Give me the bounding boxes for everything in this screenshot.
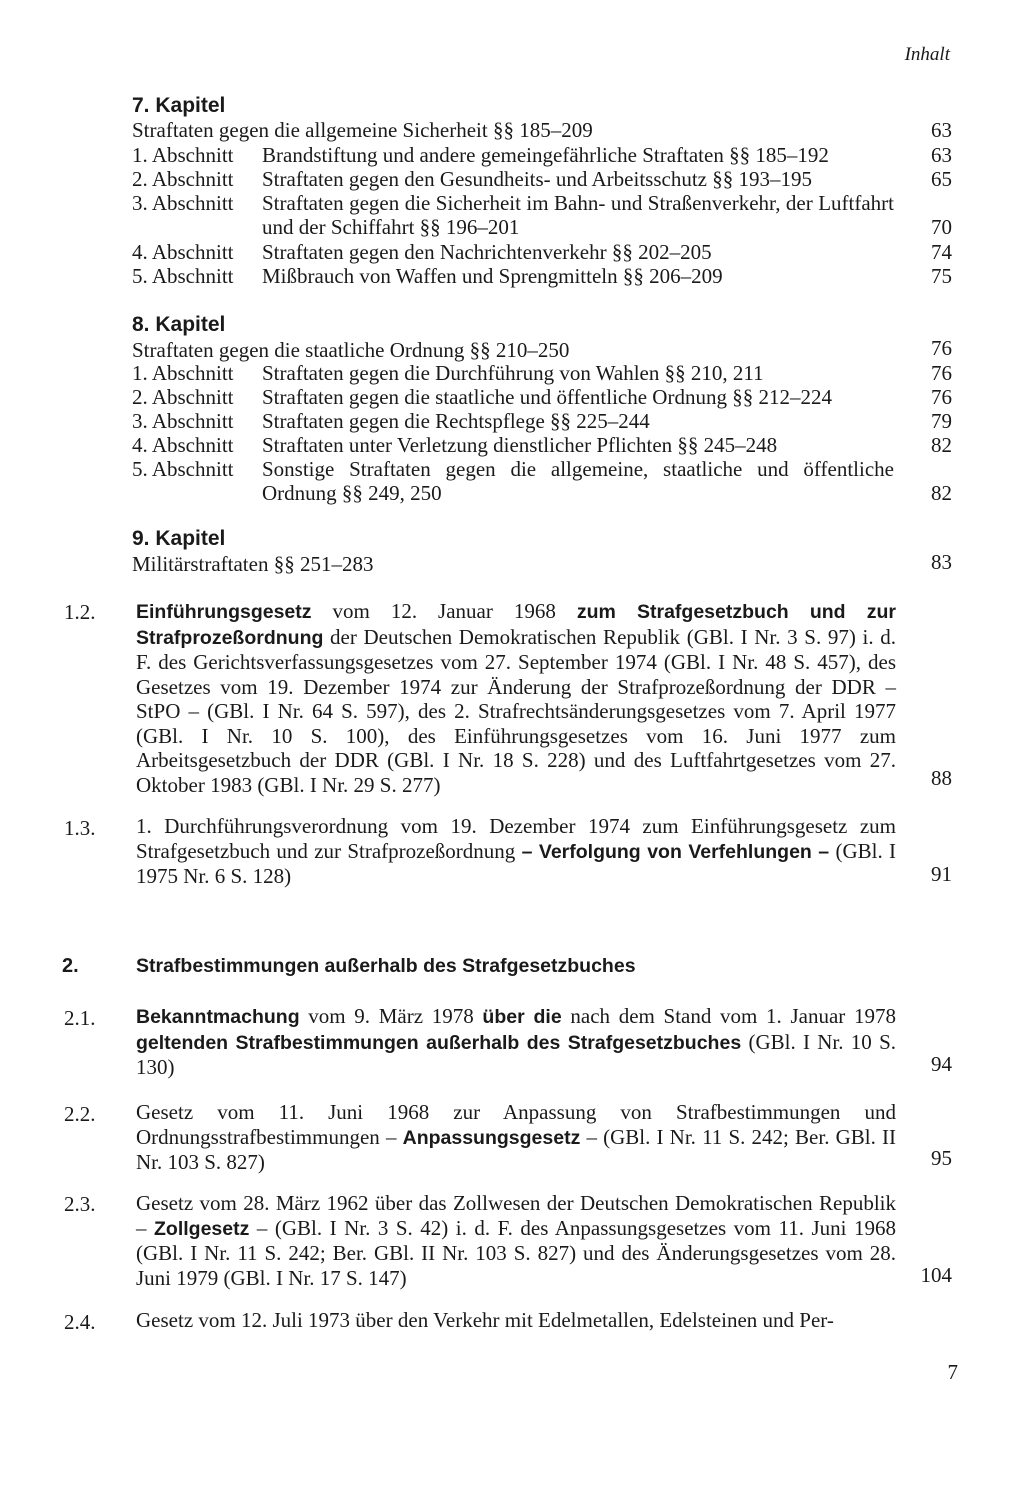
entry-1-2-bold-2: zum Strafgesetzbuch und zur Strafprozeßordnung — [136, 601, 896, 649]
entry-2-4-number: 2.4. — [64, 1310, 96, 1334]
entry-2-1-number: 2.1. — [64, 1006, 96, 1030]
k7-s5-text: Mißbrauch von Waffen und Sprengmitteln §§ 206–209 — [262, 264, 723, 288]
chapter-7-title: 7. Kapitel — [132, 94, 226, 117]
entry-2-1-bold-3: geltenden Strafbestimmungen außerhalb des Strafgesetzbuches — [136, 1031, 742, 1054]
entry-2-2-text-2: – (GBl. I Nr. 11 S. 242; Ber. GBl. II Nr. 103 S. 827) — [136, 1124, 896, 1174]
entry-1-2-page: 88 — [931, 766, 952, 790]
section-2-title: Strafbestimmungen außerhalb des Strafgesetzbuches — [136, 955, 636, 977]
entry-1-3-number: 1.3. — [64, 816, 96, 840]
chapter-8-title: 8. Kapitel — [132, 313, 226, 336]
k8-s4-text: Straftaten unter Verletzung dienstlicher Pflichten §§ 245–248 — [262, 433, 778, 457]
k7-s1-label: 1. Abschnitt — [132, 143, 234, 167]
entry-1-3-page: 91 — [931, 862, 952, 886]
entry-2-1-text-2: nach dem Stand vom 1. Januar 1978 — [561, 1004, 896, 1028]
entry-1-2-bold-1: Einführungsgesetz — [136, 601, 312, 623]
k7-s5-label: 5. Abschnitt — [132, 264, 234, 288]
k8-s2-page: 76 — [931, 385, 952, 409]
entry-2-1-text-1: vom 9. März 1978 — [299, 1004, 483, 1028]
entry-1-3-text-1: 1. Durchführungsverordnung vom 19. Dezember 1974 zum Einführungsgesetz zum Strafgesetzbuch und zur Strafprozeßordnung — [136, 814, 896, 863]
k7-s3-label: 3. Abschnitt — [132, 191, 234, 215]
k7-s2-page: 65 — [931, 167, 952, 191]
page-number: 7 — [947, 1360, 958, 1384]
running-header: Inhalt — [904, 44, 950, 65]
k7-s3-text: Straftaten gegen die Sicherheit im Bahn- und Straßenverkehr, der Luftfahrt und der Schiffahrt §§ 196–201 — [262, 191, 894, 239]
chapter-9-title: 9. Kapitel — [132, 527, 226, 550]
entry-2-1-bold-2: über die — [482, 1006, 562, 1028]
k7-s2-label: 2. Abschnitt — [132, 167, 234, 191]
entry-1-3-text-2: (GBl. I 1975 Nr. 6 S. 128) — [136, 838, 896, 888]
chapter-8-page: 76 — [931, 336, 952, 360]
k7-s3-page: 70 — [931, 215, 952, 239]
k7-s1-text: Brandstiftung und andere gemeingefährliche Straftaten §§ 185–192 — [262, 143, 829, 167]
chapter-7-heading: Straftaten gegen die allgemeine Sicherheit §§ 185–209 — [132, 118, 593, 142]
entry-2-1-page: 94 — [931, 1052, 952, 1076]
k8-s3-page: 79 — [931, 409, 952, 433]
k8-s5-text: Sonstige Straftaten gegen die allgemeine, staatliche und öffentliche Ordnung §§ 249, 250 — [262, 457, 894, 505]
entry-2-4-text-1: Gesetz vom 12. Juli 1973 über den Verkehr mit Edelmetallen, Edelsteinen und Per- — [136, 1308, 834, 1332]
k7-s4-page: 74 — [931, 240, 952, 264]
entry-2-2-bold-1: Anpassungsgesetz — [402, 1126, 581, 1149]
entry-2-2-text-1: Gesetz vom 11. Juni 1968 zur Anpassung von Strafbestimmungen und Ordnungsstrafbestimmungen – — [136, 1100, 896, 1149]
entry-2-1-text-3: (GBl. I Nr. 10 S. 130) — [136, 1029, 896, 1079]
k8-s5-label: 5. Abschnitt — [132, 457, 234, 481]
chapter-7-page: 63 — [931, 118, 952, 142]
chapter-8-heading: Straftaten gegen die staatliche Ordnung §§ 210–250 — [132, 338, 570, 362]
entry-2-1-bold-1: Bekanntmachung — [136, 1006, 300, 1028]
entry-2-3-bold-1: Zollgesetz — [154, 1217, 250, 1240]
entry-1-2-text-2: der Deutschen Demokratischen Republik (GBl. I Nr. 3 S. 97) i. d. F. des Gerichtsverfassungsgesetzes vom 27. September 1974 (GBl. I Nr. 48 S. 457), des Gesetzes vom 19. Dezember 1974 zur Änderung der Strafprozeßordnung der DDR – StPO – (GBl. I Nr. 64 S. 597), des 2. Strafrechtsänderungsgesetzes vom 7. April 1977 (GBl. I Nr. 10 S. 100), des Einführungsgesetzes vom 16. Juni 1977 zum Arbeitsgesetzbuch der DDR (GBl. I Nr. 18 S. 228) und des Luftfahrtgesetzes vom 27. Oktober 1983 (GBl. I Nr. 29 S. 277) — [136, 624, 896, 797]
k8-s1-label: 1. Abschnitt — [132, 361, 234, 385]
k8-s1-page: 76 — [931, 361, 952, 385]
entry-1-3-text — [136, 814, 896, 889]
entry-2-3-text-2: – (GBl. I Nr. 3 S. 42) i. d. F. des Anpassungsgesetzes vom 11. Juni 1968 (GBl. I Nr. 11 S. 242; Ber. GBl. II Nr. 103 S. 827) und des Änderungsgesetzes vom 28. Juni 1979 (GBl. I Nr. 17 S. 147) — [136, 1215, 896, 1290]
entry-2-3-text — [136, 1191, 896, 1290]
entry-2-2-page: 95 — [931, 1146, 952, 1170]
k7-s1-page: 63 — [931, 143, 952, 167]
entry-1-2-text-1: vom 12. Januar 1968 — [311, 599, 577, 623]
k8-s5-page: 82 — [931, 481, 952, 505]
section-2-number: 2. — [62, 955, 79, 977]
chapter-9-heading: Militärstraftaten §§ 251–283 — [132, 552, 374, 576]
k8-s2-label: 2. Abschnitt — [132, 385, 234, 409]
k8-s4-label: 4. Abschnitt — [132, 433, 234, 457]
entry-1-3-bold-1: – Verfolgung von Verfehlungen – — [521, 840, 830, 863]
chapter-9-page: 83 — [931, 550, 952, 574]
entry-2-4-text — [136, 1308, 896, 1333]
k7-s4-text: Straftaten gegen den Nachrichtenverkehr §§ 202–205 — [262, 240, 712, 264]
entry-2-2-number: 2.2. — [64, 1102, 96, 1126]
k7-s2-text: Straftaten gegen den Gesundheits- und Arbeitsschutz §§ 193–195 — [262, 167, 812, 191]
k7-s5-page: 75 — [931, 264, 952, 288]
k8-s1-text: Straftaten gegen die Durchführung von Wahlen §§ 210, 211 — [262, 361, 764, 385]
entry-2-2-text — [136, 1100, 896, 1175]
k7-s4-label: 4. Abschnitt — [132, 240, 234, 264]
entry-2-3-text-1: Gesetz vom 28. März 1962 über das Zollwesen der Deutschen Demokratischen Republik – — [136, 1191, 896, 1240]
k8-s2-text: Straftaten gegen die staatliche und öffentliche Ordnung §§ 212–224 — [262, 385, 832, 409]
entry-1-2-text — [136, 599, 896, 797]
entry-1-2-number: 1.2. — [64, 600, 96, 624]
entry-2-1-text — [136, 1004, 896, 1080]
entry-2-3-page: 104 — [920, 1263, 952, 1287]
k8-s4-page: 82 — [931, 433, 952, 457]
k8-s3-label: 3. Abschnitt — [132, 409, 234, 433]
k8-s3-text: Straftaten gegen die Rechtspflege §§ 225–244 — [262, 409, 650, 433]
entry-2-3-number: 2.3. — [64, 1192, 96, 1216]
